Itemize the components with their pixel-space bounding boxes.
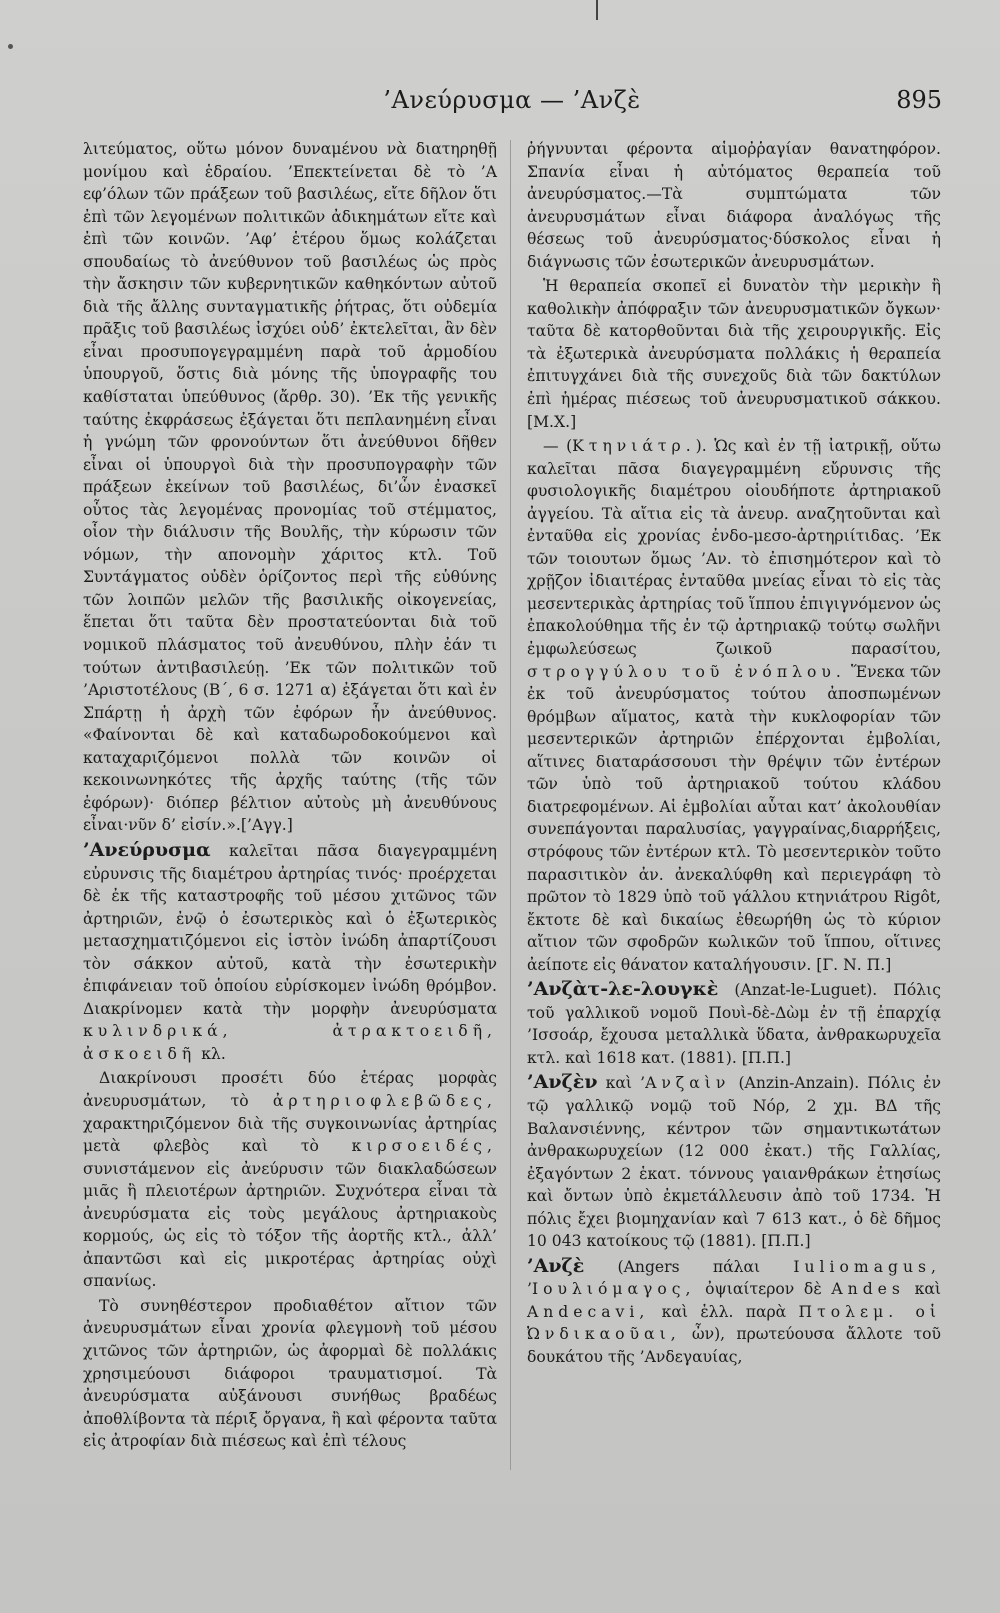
paragraph-text: — ( xyxy=(543,437,573,456)
running-head: ’Ανεύρυσμα — ’Ανζὲ xyxy=(383,86,641,114)
paragraph-rupture: ῥήγνυνται φέροντα αἱμοῤῥαγίαν θανατηφόρον. Σπανία εἶναι ἡ αὐτόματος θεραπεία τοῦ ἀνευρύσματος.—Τὰ συμπτώματα τῶν ἀνευρυσμάτων εἶναι διάφορα ἀναλόγως τῆς θέσεως τοῦ ἀνευρύσματος·δύσκολος εἶναι ἡ διάγνωσις τῶν ἐσωτερικῶν ἀνευρυσμάτων. xyxy=(527,140,941,271)
scan-mark xyxy=(596,0,598,20)
page-number: 895 xyxy=(896,86,942,114)
column-divider xyxy=(510,140,511,1470)
entry-anzat-le-luguet xyxy=(527,978,941,1069)
spaced-text: Andes xyxy=(831,1280,905,1299)
entry-angers xyxy=(527,1255,941,1369)
paragraph-therapy: Ἡ θεραπεία σκοπεῖ εἰ δυνατὸν τὴν μερικὴν ἢ καθολικὴν ἀπόφραξιν τῶν ἀνευρυσματικῶν ὄγκων· ταῦτα δὲ κατορθοῦνται διὰ τῆς χειρουργικῆς. Εἰς τὰ ἐξωτερικὰ ἀνευρύσματα πολλάκις ἡ θεραπεία ἐπιτυγχάνει διὰ τῆς συνεχοῦς διὰ τῶν δακτύλων ἐπὶ ἡμέρας πιέσεως τοῦ ἀνευρυσματικοῦ σάκκου. [Μ.Χ.] xyxy=(527,277,941,431)
paragraph-responsibility: λιτεύματος, οὕτω μόνον δυναμένου νὰ διατηρηθῇ μονίμου καὶ ἑδραίου. ’Επεκτείνεται δὲ τὸ ’Α εφ’όλων τῶν πράξεων τοῦ βασιλέως, εἴτε δῆλον ὅτι ἐπὶ τῶν λεγομένων πολιτικῶν ἀδικημάτων εἴτε καὶ ἐπὶ τῶν κοινῶν. ’Αφ’ ἑτέρου ὅμως κολάζεται σπουδαίως τὸ ἀνεύθυνον τοῦ βασιλέως ὡς πρὸς τὴν ἄσκησιν τῶν κυβερνητικῶν καθηκόντων αὐτοῦ διὰ τῆς ἄλλης συνταγματικῆς ῥήτρας, ὅτι οὐδεμία πρᾶξις τοῦ βασιλέως ἰσχύει οὐδ’ ἐκτελεῖται, ἂν δὲν εἶναι προσυπογεγραμμένη παρὰ τοῦ ἁρμοδίου ὑπουργοῦ, ὅστις διὰ μόνης τῆς ὑπογραφῆς του καθίσταται ὑπεύθυνος (ἄρθρ. 30). ’Εκ τῆς γενικῆς ταύτης ἐκφράσεως ἐξάγεται ὅτι πεπλανημένη εἶναι ἡ γνώμη τῶν φρονούντων ὅτι ἀνεύθυνοι δῆθεν εἶναι οἱ ὑπουργοὶ διὰ τὴν προσυπογραφὴν τῶν πράξεων ἐκείνων τοῦ βασιλέως, δι’ὧν ἐνασκεῖ οὗτος τὰς λεγομένας προνομίας τοῦ στέμματος, οἷον τὴν διάλυσιν τῆς Βουλῆς, τὴν κύρωσιν τῶν νόμων, τὴν απονομὴν χάριτος κτλ. Τοῦ Συντάγματος οὐδὲν ὁρίζοντος περὶ τῆς εὐθύνης τῶν λοιπῶν μελῶν τῆς βασιλικῆς οἰκογενείας, ἕπεται ὅτι ταῦτα δὲν προστατεύονται διὰ τοῦ νομικοῦ πλάσματος τοῦ ἀνευθύνου, πλὴν ἐάν τι τούτων ἀντιβασιλεύῃ. ’Εκ τῶν πολιτικῶν τοῦ ’Αριστοτέλους (Β΄, 6 σ. 1271 α) ἐξάγεται ὅτι καὶ ἐν Σπάρτῃ ἡ ἀρχὴ τῶν ἐφόρων ἦν ἀνεύθυνος. «Φαίνονται δὲ καὶ καταδωροδοκούμενοι καὶ καταχαριζόμενοι πολλὰ τῶν κοινῶν οἱ κεκοινωνηκότες τῆς ἀρχῆς ταύτης (τῆς τῶν ἐφόρων)· διόπερ βέλτιον αὐτοὺς μὴ ἀνευθύνους εἶναι·νῦν δ’ εἰσίν.».[’Αγγ.] xyxy=(83,140,497,835)
right-column xyxy=(527,138,941,1369)
page-header xyxy=(82,86,942,122)
entry-text: καὶ xyxy=(904,1280,941,1299)
paragraph-text: Ἕνεκα τῶν ἐκ τοῦ ἀνευρύσματος τούτου ἀποσπωμένων θρόμβων αἵματος, κατὰ τὴν κυκλοφορίαν τῶν μεσεντερικῶν ἀρτηριῶν ἐπέρχονται ἐμβολίαι, αἵτινες διαταράσσουσι τὴν θρέψιν τῶν ἐντέρων τῶν ὑπὸ τοῦ ἀρτηριακοῦ τούτου κλάδου διατρεφομένων. Αἱ ἐμβολίαι αὗται κατ’ ἀκολουθίαν συνεπάγονται παραλυσίας, γαγγραίνας,διαρρήξεις, στρόφους τῶν ἐντέρων κτλ. Τὸ μεσεντερικὸν τοῦτο παρασιτικὸν ἀν. ἀνεκαλύφθη καὶ περιεγράφη τὸ πρῶτον τὸ 1829 ὑπὸ τοῦ γάλλου κτηνιάτρου Rigôt, ἔκτοτε δὲ καὶ δικαίως ἐθεωρήθη ὡς τὸ κύριον αἴτιον τῶν σφοδρῶν κωλικῶν τοῦ ἵππου, οἵτινες ἀείποτε εἰς θάνατον καταλήγουσιν. [Γ. Ν. Π.] xyxy=(527,662,941,974)
spaced-text: Ανζαὶν xyxy=(645,1074,731,1093)
headword-angers: ’Ανζὲ xyxy=(527,1254,585,1277)
headword-anzat: ’Ανζὰτ-λε-λουγκὲ xyxy=(527,978,719,1001)
spaced-text: Κτηνιάτρ. xyxy=(572,437,696,456)
paragraph-forms xyxy=(83,1067,497,1292)
spaced-text: Ιουλιόμαγος, xyxy=(531,1280,696,1299)
headword-anzin: ’Ανζὲν xyxy=(527,1071,598,1094)
spaced-text: ἀρτηριοφλεβῶδες, xyxy=(272,1091,497,1110)
entry-veterinary xyxy=(527,435,941,976)
spaced-text: Andecavi, xyxy=(527,1302,650,1321)
paragraph-text: χαρακτηριζόμενον διὰ τῆς συγκοινωνίας ἀρτηρίας μετὰ φλεβὸς καὶ τὸ xyxy=(83,1114,497,1156)
paragraph-text: Διακρίνουσι προσέτι δύο ἑτέρας μορφὰς ἀνευρυσμάτων, τὸ xyxy=(83,1069,497,1110)
entry-text: κλ. xyxy=(196,1044,226,1063)
entry-text: ’ xyxy=(527,1280,532,1299)
entry-text: (Anzat-le-Luguet). Πόλις τοῦ γαλλικοῦ νομοῦ Πουὶ-δὲ-Δὼμ ἐν τῇ ἐπαρχίᾳ ’Ισσοάρ, ἔχουσα μεταλλικὰ ὕδατα, ἀνθρακωρυχεῖα κτλ. καὶ 1618 κατ. (1881). [Π.Π.] xyxy=(527,981,941,1067)
entry-text: ὦν), πρωτεύουσα ἄλλοτε τοῦ δουκάτου τῆς ’Ανδεγαυίας, xyxy=(527,1325,941,1366)
spaced-text: στρογγύλου τοῦ ἐνόπλου. xyxy=(527,662,846,681)
entry-text: (Angers πάλαι xyxy=(584,1257,794,1276)
entry-text: καὶ ’ xyxy=(597,1074,646,1093)
scan-speck xyxy=(8,44,13,49)
left-column xyxy=(83,138,497,1453)
entry-text: καὶ ἑλλ. παρὰ xyxy=(649,1302,799,1321)
spaced-text: κιρσοειδές, xyxy=(351,1137,497,1156)
paragraph-text: ). Ὡς καὶ ἐν τῇ ἰατρικῇ, οὕτω καλεῖται πᾶσα διαγεγραμμένη εὔρυνσις τῆς φυσιολογικῆς διαμέτρου οἱουδήποτε ἀρτηριακοῦ ἀγγείου. Τὰ αἴτια εἰς τὰ ἀνευρ. αναζητοῦνται καὶ ἐνταῦθα εἰς χρονίας ἐνδο-μεσο-ἀρτηριίτιδας. ’Εκ τῶν τοιουτων ὅμως ’Αν. τὸ ἐπισημότερον καὶ τὸ χρῇζον ἰδιαιτέρας ἐνταῦθα μνείας εἶναι τὸ εἰς τὰς μεσεντερικὰς ἀρτηρίας τοῦ ἵππου ἐπιγιγνόμενον ὡς ἐπακολούθημα τῆς ἐν τῷ ἀρτηριακῷ τούτῳ σωλῆνι ἐμφωλεύσεως ζωικοῦ παρασίτου, xyxy=(527,437,941,659)
entry-text: καλεῖται πᾶσα διαγεγραμμένη εὐρυνσις τῆς διαμέτρου ἀρτηρίας τινός· προέρχεται δὲ ἐκ τῆς καταστροφῆς τοῦ μέσου χιτῶνος τῶν ἀρτηριῶν, ἐνῷ ὁ ἐσωτερικὸς καὶ ὁ ἐξωτερικὸς μετασχηματιζόμενοι εἰς ἱστὸν ἰνώδη ἀπαρτίζουσι τὸν σάκκον αὐτοῦ, κατὰ τὴν ἐσωτερικὴν ἐπιφάνειαν τοῦ ὁποίου εὑρίσκομεν ἰνώδη θρόμβον. Διακρίνομεν κατὰ τὴν μορφὴν ἀνευρύσματα xyxy=(83,841,497,1018)
headword-aneurysma: ’Ανεύρυσμα xyxy=(83,838,211,861)
entry-text: ὀψιαίτερον δὲ xyxy=(695,1280,832,1299)
paragraph-causes: Τὸ συνηθέστερον προδιαθέτον αἴτιον τῶν ἀνευρυσμάτων εἶναι χρονία φλεγμονὴ τοῦ μέσου χιτῶνος τῶν ἀρτηριῶν, ὡς ἀφορμαὶ δὲ πολλάκις χρησιμεύουσι διάφοροι τραυματισμοί. Τὰ ἀνευρύσματα αὐξάνουσι συνήθως βραδέως ἀποθλίβοντα τὰ πέριξ ὄργανα, ἢ καὶ φέροντα ταῦτα εἰς ἀτροφίαν διὰ πιέσεως καὶ ἐπὶ τέλους xyxy=(83,1296,497,1451)
entry-aneurysma xyxy=(83,839,497,1065)
entry-anzin xyxy=(527,1071,941,1252)
spaced-text: Iuliomagus, xyxy=(793,1257,941,1276)
paragraph-text: συνιστάμενον εἰς ἀνεύρυσιν τῶν διακλαδώσεων μιᾶς ἢ πλειοτέρων ἀρτηριῶν. Συχνότερα εἶναι τὰ ἀνευρύσματα εἰς τοὺς μεγάλους ἀρτηριακοὺς κορμούς, ὡς εἰς τὸ τόξον τῆς ἀορτῆς κτλ., ἀλλ’ ἀπαντῶσι καὶ εἰς μικροτέρας ἀρτηρίας οὐχὶ σπανίως. xyxy=(83,1159,497,1291)
spaced-text: Πτολεμ. οἱ Ὠνδικαοῦαι, xyxy=(527,1302,941,1344)
entry-text: (Anzin-Anzain). Πόλις ἐν τῷ γαλλικῷ νομῷ τοῦ Νόρ, 2 χμ. ΒΔ τῆς Βαλανσιέννης, κέντρον τῶν σημαντικωτάτων ἀνθρακωρυχείων (12 000 ἐκατ.) τῆς Γαλλίας, ἐξαγόντων 2 ἑκατ. τόννους γαιανθράκων ἐτησίως καὶ ὄντων ὑπὸ ἐκμετάλλευσιν ἀπὸ τοῦ 1734. Ἡ πόλις ἔχει βιομηχανίαν καὶ 7 613 κατ., ὁ δὲ δῆμος 10 043 κατοίκους τῷ (1881). [Π.Π.] xyxy=(527,1074,942,1251)
spaced-text: κυλινδρικά, ἀτρακτοειδῆ, ἀσκοειδῆ xyxy=(83,1022,497,1063)
